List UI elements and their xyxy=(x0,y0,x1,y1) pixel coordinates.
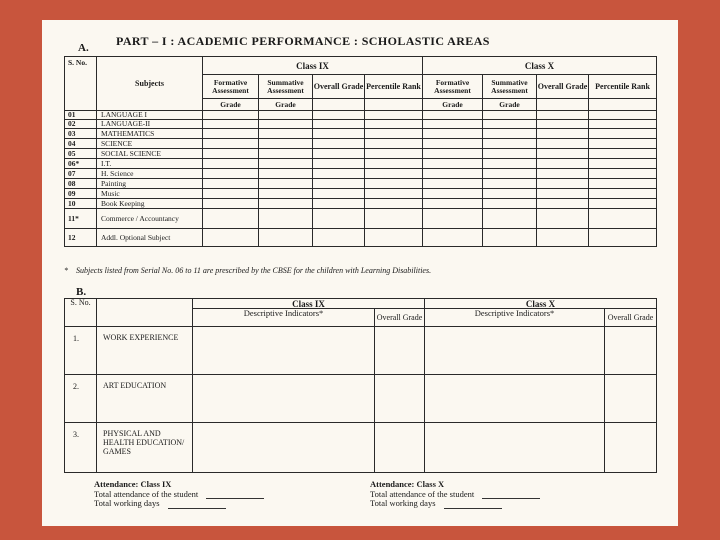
grade-cell xyxy=(483,129,537,139)
grade-cell xyxy=(313,169,365,179)
overall-grade-header: Overall Grade xyxy=(537,75,589,99)
co-scholastic-row xyxy=(65,375,657,423)
subject-name: SOCIAL SCIENCE xyxy=(97,149,203,159)
grade-label: Grade xyxy=(423,99,483,111)
subject-name: LANGUAGE I xyxy=(97,111,203,120)
grade-cell xyxy=(313,209,365,229)
grade-cell xyxy=(423,159,483,169)
subject-sno: 09 xyxy=(65,189,97,199)
subject-row xyxy=(65,149,657,159)
grade-cell xyxy=(365,169,423,179)
area-name: PHYSICAL AND HEALTH EDUCATION/ GAMES xyxy=(97,423,193,473)
subject-sno: 11* xyxy=(65,209,97,229)
grade-cell xyxy=(259,149,313,159)
working-days-blank xyxy=(168,501,226,509)
subject-name: Addl. Optional Subject xyxy=(97,229,203,247)
grade-cell xyxy=(365,229,423,247)
grade-cell xyxy=(365,120,423,129)
grade-cell xyxy=(203,179,259,189)
grade-cell xyxy=(483,159,537,169)
grade-cell xyxy=(589,199,657,209)
grade-label: Grade xyxy=(259,99,313,111)
grade-cell xyxy=(537,149,589,159)
subject-row xyxy=(65,229,657,247)
grade-cell xyxy=(203,229,259,247)
class-x-header: Class X xyxy=(423,57,657,75)
grade-cell xyxy=(203,139,259,149)
descriptive-indicators-header: Descriptive Indicators* xyxy=(193,309,375,327)
b-overall-grade-header: Overall Grade xyxy=(375,309,425,327)
indicator-cell xyxy=(375,375,425,423)
grade-cell xyxy=(365,179,423,189)
grade-cell xyxy=(259,111,313,120)
grade-cell xyxy=(537,179,589,189)
grade-cell xyxy=(365,199,423,209)
subject-row xyxy=(65,179,657,189)
grade-cell xyxy=(203,120,259,129)
class-ix-header: Class IX xyxy=(203,57,423,75)
grade-cell xyxy=(423,120,483,129)
subject-sno: 04 xyxy=(65,139,97,149)
grade-cell xyxy=(589,209,657,229)
grade-cell xyxy=(423,129,483,139)
grade-cell xyxy=(259,120,313,129)
grade-cell xyxy=(365,189,423,199)
attendance-class-ix: Attendance: Class IX Total attendance of the student Total working days xyxy=(94,480,264,509)
indicator-cell xyxy=(605,327,657,375)
subject-row xyxy=(65,189,657,199)
grade-cell xyxy=(203,169,259,179)
area-sno: 3. xyxy=(65,423,97,473)
grade-cell xyxy=(313,129,365,139)
grade-cell xyxy=(483,189,537,199)
co-scholastic-row xyxy=(65,423,657,473)
grade-cell xyxy=(537,120,589,129)
grade-cell xyxy=(589,111,657,120)
grade-cell xyxy=(313,120,365,129)
grade-cell xyxy=(423,111,483,120)
indicator-cell xyxy=(375,327,425,375)
grade-cell xyxy=(313,149,365,159)
grade-cell xyxy=(589,129,657,139)
subject-row xyxy=(65,139,657,149)
subject-sno: 12 xyxy=(65,229,97,247)
subject-sno: 03 xyxy=(65,129,97,139)
grade-cell xyxy=(259,169,313,179)
grade-cell xyxy=(423,199,483,209)
b-class-x-header: Class X xyxy=(425,299,657,309)
summative-header: Summative Assessment xyxy=(259,75,313,99)
learning-disability-note: * Subjects listed from Serial No. 06 to 11 are prescribed by the CBSE for the children with Learning Disabilities. xyxy=(64,266,432,275)
indicator-cell xyxy=(193,423,375,473)
section-b-label: B. xyxy=(76,286,87,298)
subjects-header: Subjects xyxy=(97,57,203,111)
grade-cell xyxy=(483,139,537,149)
indicator-cell xyxy=(193,375,375,423)
grade-cell xyxy=(313,229,365,247)
grade-cell xyxy=(203,199,259,209)
subject-sno: 07 xyxy=(65,169,97,179)
grade-cell xyxy=(203,159,259,169)
subject-sno: 02 xyxy=(65,120,97,129)
subject-name: I.T. xyxy=(97,159,203,169)
grade-cell xyxy=(537,159,589,169)
grade-cell xyxy=(365,149,423,159)
area-name: WORK EXPERIENCE xyxy=(97,327,193,375)
subject-name: Music xyxy=(97,189,203,199)
grade-cell xyxy=(423,139,483,149)
grade-cell xyxy=(313,179,365,189)
page-title: PART – I : ACADEMIC PERFORMANCE : SCHOLASTIC AREAS xyxy=(116,34,490,48)
grade-cell xyxy=(537,209,589,229)
attendance-x-title: Attendance: Class X xyxy=(370,479,445,489)
indicator-cell xyxy=(605,375,657,423)
grade-cell xyxy=(259,209,313,229)
grade-cell xyxy=(483,169,537,179)
section-a-label: A. xyxy=(78,42,89,54)
grade-cell xyxy=(589,159,657,169)
grade-cell xyxy=(259,179,313,189)
grade-cell xyxy=(313,159,365,169)
attendance-blank xyxy=(206,491,264,499)
indicator-cell xyxy=(425,423,605,473)
indicator-cell xyxy=(605,423,657,473)
subject-row xyxy=(65,159,657,169)
area-name: ART EDUCATION xyxy=(97,375,193,423)
grade-cell xyxy=(203,129,259,139)
grade-cell xyxy=(537,169,589,179)
grade-cell xyxy=(483,149,537,159)
grade-cell xyxy=(203,189,259,199)
grade-cell xyxy=(423,179,483,189)
grade-cell xyxy=(537,111,589,120)
b-class-ix-header: Class IX xyxy=(193,299,425,309)
grade-cell xyxy=(537,199,589,209)
subject-name: MATHEMATICS xyxy=(97,129,203,139)
grade-cell xyxy=(313,111,365,120)
grade-label: Grade xyxy=(483,99,537,111)
grade-cell xyxy=(589,169,657,179)
indicator-cell xyxy=(425,375,605,423)
subject-sno: 08 xyxy=(65,179,97,189)
area-sno: 1. xyxy=(65,327,97,375)
subject-sno: 01 xyxy=(65,111,97,120)
grade-cell xyxy=(423,169,483,179)
attendance-blank xyxy=(482,491,540,499)
subject-name: Painting xyxy=(97,179,203,189)
grade-cell xyxy=(537,189,589,199)
grade-cell xyxy=(483,120,537,129)
subject-name: LANGUAGE-II xyxy=(97,120,203,129)
formative-header: Formative Assessment xyxy=(203,75,259,99)
grade-cell xyxy=(259,159,313,169)
working-days-blank xyxy=(444,501,502,509)
grade-cell xyxy=(365,159,423,169)
grade-cell xyxy=(203,149,259,159)
attendance-class-x: Attendance: Class X Total attendance of the student Total working days xyxy=(370,480,540,509)
subject-row xyxy=(65,120,657,129)
subject-name: Commerce / Accountancy xyxy=(97,209,203,229)
overall-grade-header: Overall Grade xyxy=(313,75,365,99)
percentile-header: Percentile Rank xyxy=(365,75,423,99)
grade-cell xyxy=(313,199,365,209)
grade-cell xyxy=(313,139,365,149)
grade-cell xyxy=(365,111,423,120)
subject-row xyxy=(65,111,657,120)
grade-cell xyxy=(483,199,537,209)
indicator-cell xyxy=(193,327,375,375)
grade-cell xyxy=(537,139,589,149)
sno-header: S. No. xyxy=(65,57,97,111)
area-sno: 2. xyxy=(65,375,97,423)
grade-cell xyxy=(259,199,313,209)
grade-cell xyxy=(589,229,657,247)
grade-cell xyxy=(589,149,657,159)
grade-cell xyxy=(589,189,657,199)
grade-label: Grade xyxy=(203,99,259,111)
grade-cell xyxy=(423,189,483,199)
grade-cell xyxy=(365,139,423,149)
attendance-ix-title: Attendance: Class IX xyxy=(94,479,172,489)
subject-name: SCIENCE xyxy=(97,139,203,149)
grade-cell xyxy=(313,189,365,199)
grade-cell xyxy=(365,209,423,229)
subject-row xyxy=(65,209,657,229)
subject-sno: 10 xyxy=(65,199,97,209)
grade-cell xyxy=(259,129,313,139)
subject-name: H. Science xyxy=(97,169,203,179)
grade-cell xyxy=(483,209,537,229)
grade-cell xyxy=(203,209,259,229)
co-scholastic-table xyxy=(64,298,657,473)
grade-cell xyxy=(423,209,483,229)
formative-header: Formative Assessment xyxy=(423,75,483,99)
grade-cell xyxy=(259,189,313,199)
subject-row xyxy=(65,129,657,139)
report-card-sheet xyxy=(42,20,678,526)
descriptive-indicators-header: Descriptive Indicators* xyxy=(425,309,605,327)
grade-cell xyxy=(589,179,657,189)
subject-row xyxy=(65,199,657,209)
subject-sno: 06* xyxy=(65,159,97,169)
b-overall-grade-header: Overall Grade xyxy=(605,309,657,327)
subject-name: Book Keeping xyxy=(97,199,203,209)
scholastic-table xyxy=(64,56,657,247)
grade-cell xyxy=(537,229,589,247)
indicator-cell xyxy=(425,327,605,375)
grade-cell xyxy=(259,229,313,247)
grade-cell xyxy=(537,129,589,139)
grade-cell xyxy=(483,229,537,247)
indicator-cell xyxy=(375,423,425,473)
percentile-header: Percentile Rank xyxy=(589,75,657,99)
b-sno-header: S. No. xyxy=(65,299,97,327)
grade-cell xyxy=(203,111,259,120)
summative-header: Summative Assessment xyxy=(483,75,537,99)
grade-cell xyxy=(259,139,313,149)
grade-cell xyxy=(483,179,537,189)
grade-cell xyxy=(483,111,537,120)
grade-cell xyxy=(589,120,657,129)
co-scholastic-row xyxy=(65,327,657,375)
subject-row xyxy=(65,169,657,179)
grade-cell xyxy=(589,139,657,149)
grade-cell xyxy=(365,129,423,139)
grade-cell xyxy=(423,149,483,159)
subject-sno: 05 xyxy=(65,149,97,159)
grade-cell xyxy=(423,229,483,247)
